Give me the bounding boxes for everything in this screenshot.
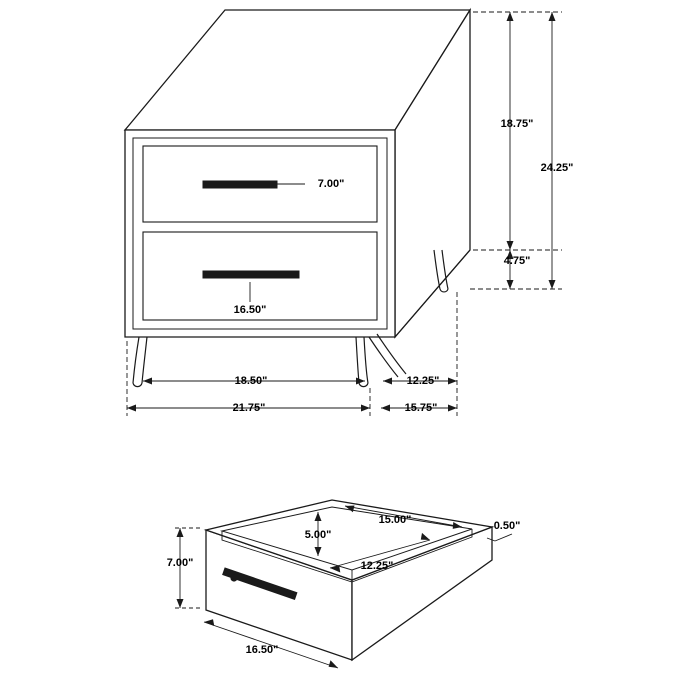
dim-label-16-50-drawer: 16.50" — [245, 644, 279, 656]
dim-label-12-25-drawer: 12.25" — [360, 560, 394, 572]
dim-label-15-75: 15.75" — [404, 402, 438, 414]
dim-label-0-50: 0.50" — [493, 520, 521, 532]
dim-label-12-25-depth: 12.25" — [406, 375, 440, 387]
dim-label-21-75: 21.75" — [232, 402, 266, 414]
dim-label-7-00-drawer: 7.00" — [166, 557, 194, 569]
dim-label-16-50-pull: 16.50" — [233, 304, 267, 316]
dim-label-15-00: 15.00" — [378, 514, 412, 526]
dim-label-18-75: 18.75" — [500, 118, 534, 130]
dim-label-24-25: 24.25" — [540, 162, 574, 174]
dim-label-7-00-pull: 7.00" — [317, 178, 345, 190]
dim-label-18-50: 18.50" — [234, 375, 268, 387]
dim-label-5-00: 5.00" — [304, 529, 332, 541]
drawer-fronts — [143, 146, 377, 320]
dim-label-4-75: 4.75" — [503, 255, 531, 267]
